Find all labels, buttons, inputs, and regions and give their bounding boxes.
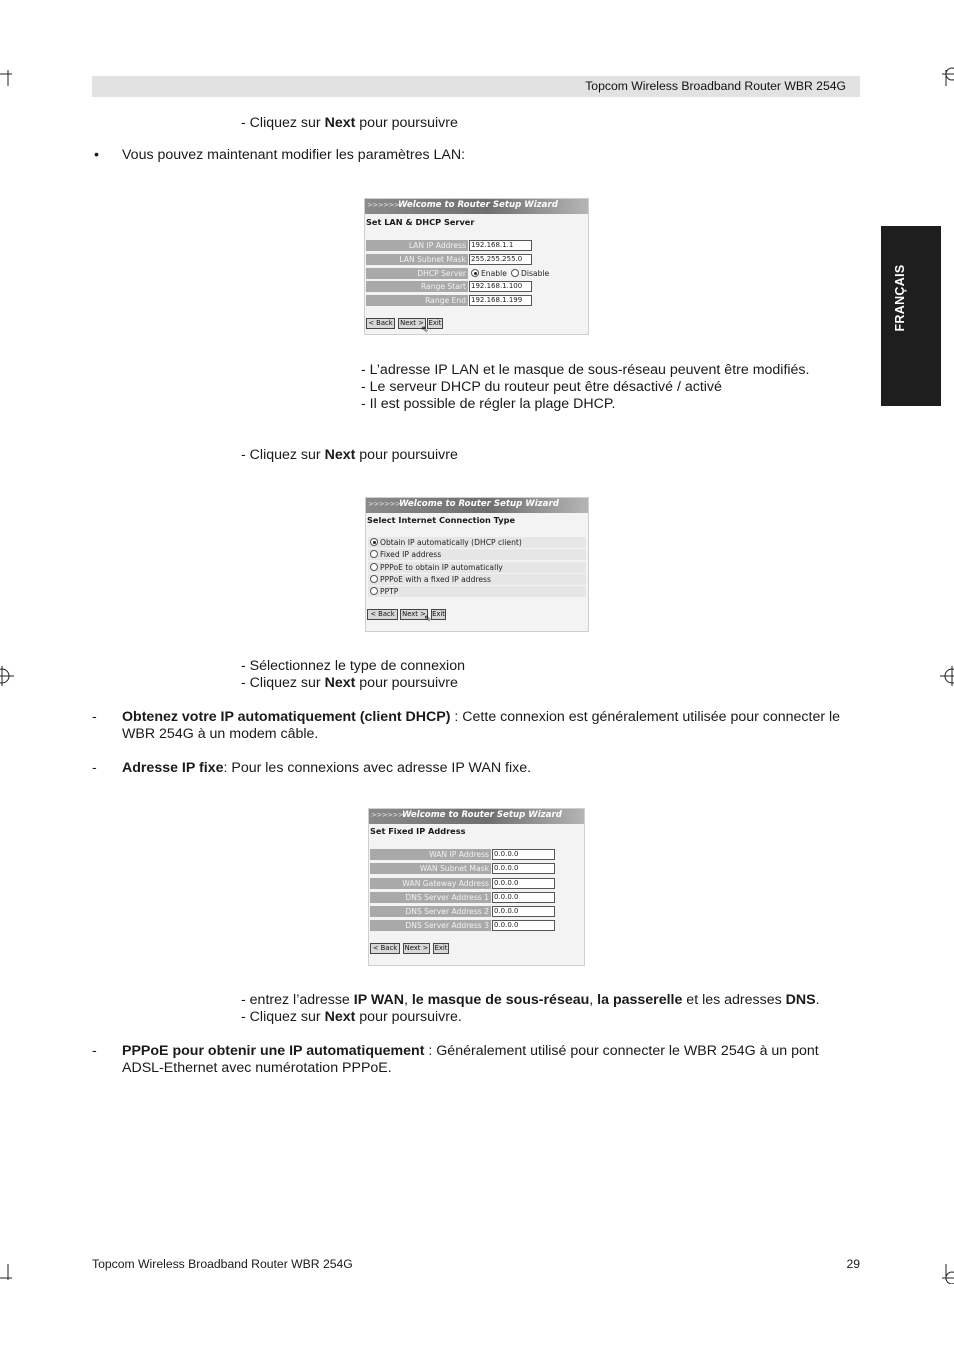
back-button[interactable]: < Back bbox=[367, 609, 398, 620]
radio-selected-icon bbox=[471, 269, 479, 277]
field-range-start: Range Start 192.168.1.100 bbox=[366, 281, 584, 292]
field-wan-subnet: WAN Subnet Mask 0.0.0.0 bbox=[370, 863, 582, 874]
language-tab-label: FRANÇAIS bbox=[893, 264, 907, 332]
wan-gateway-input[interactable]: 0.0.0.0 bbox=[492, 878, 555, 889]
field-lan-ip: LAN IP Address 192.168.1.1 bbox=[366, 240, 584, 251]
exit-button[interactable]: Exit bbox=[428, 319, 442, 327]
header-title: Topcom Wireless Broadband Router WBR 254G bbox=[585, 79, 846, 93]
radio-icon bbox=[370, 550, 378, 558]
dhcp-enable-radio[interactable]: Enable bbox=[471, 268, 507, 279]
wizard-banner-title: Welcome to Router Setup Wizard bbox=[399, 499, 559, 509]
radio-icon bbox=[370, 563, 378, 571]
registration-mark-right bbox=[934, 666, 954, 686]
range-end-input[interactable]: 192.168.1.199 bbox=[469, 295, 532, 306]
footer-title: Topcom Wireless Broadband Router WBR 254G bbox=[92, 1257, 353, 1271]
list-marker: - bbox=[92, 760, 97, 776]
option-pppoe-auto[interactable]: PPPoE to obtain IP automatically bbox=[368, 562, 586, 573]
field-dns-2: DNS Server Address 2 0.0.0.0 bbox=[370, 906, 582, 917]
mouse-cursor-icon: ⇖ bbox=[424, 614, 432, 624]
field-wan-gateway: WAN Gateway Address 0.0.0.0 bbox=[370, 878, 582, 889]
field-dns-1: DNS Server Address 1 0.0.0.0 bbox=[370, 892, 582, 903]
field-range-end: Range End 192.168.1.199 bbox=[366, 295, 584, 306]
dns-3-input[interactable]: 0.0.0.0 bbox=[492, 920, 555, 931]
exit-button[interactable]: Exit bbox=[434, 944, 448, 952]
dns-2-input[interactable]: 0.0.0.0 bbox=[492, 906, 555, 917]
instruction-click-next-3: - Cliquez sur Next pour poursuivre bbox=[241, 675, 458, 691]
instruction-click-next-1: - Cliquez sur Next pour poursuivre bbox=[241, 115, 458, 131]
item-fixed-ip: Adresse IP fixe: Pour les connexions avec adresse IP WAN fixe. bbox=[122, 760, 532, 776]
field-lan-subnet: LAN Subnet Mask 255.255.255.0 bbox=[366, 254, 584, 265]
option-pppoe-fixed[interactable]: PPPoE with a fixed IP address bbox=[368, 574, 586, 585]
page-number: 29 bbox=[846, 1257, 860, 1271]
field-wan-ip: WAN IP Address 0.0.0.0 bbox=[370, 849, 582, 860]
note-select-connection: - Sélectionnez le type de connexion bbox=[241, 658, 465, 674]
radio-icon bbox=[511, 269, 519, 277]
radio-icon bbox=[370, 587, 378, 595]
instruction-click-next-4: - Cliquez sur Next pour poursuivre. bbox=[241, 1009, 462, 1025]
wizard-heading: Select Internet Connection Type bbox=[367, 515, 516, 525]
radio-icon bbox=[370, 575, 378, 583]
language-tab bbox=[881, 226, 941, 406]
crop-mark-top-left bbox=[0, 66, 20, 86]
next-button[interactable]: Next > bbox=[404, 944, 429, 952]
dhcp-disable-radio[interactable]: Disable bbox=[511, 268, 549, 279]
note-enter-addresses: - entrez l’adresse IP WAN, le masque de sous-réseau, la passerelle et les adresses DNS. bbox=[241, 992, 820, 1008]
field-dhcp-server: DHCP Server Enable Disable bbox=[366, 268, 584, 279]
crop-mark-bottom-right bbox=[934, 1264, 954, 1284]
note-dhcp-server: - Le serveur DHCP du routeur peut être désactivé / activé bbox=[361, 379, 722, 395]
option-dhcp-client[interactable]: Obtain IP automatically (DHCP client) bbox=[368, 537, 586, 548]
wan-subnet-input[interactable]: 0.0.0.0 bbox=[492, 863, 555, 874]
item-dhcp-client: Obtenez votre IP automatiquement (client DHCP) : Cette connexion est généralement utilisée pour connecter le WBR 254G à un modem câble. bbox=[122, 709, 841, 742]
wan-ip-input[interactable]: 0.0.0.0 bbox=[492, 849, 555, 860]
wizard-lan-dhcp-screenshot bbox=[364, 198, 589, 335]
range-start-input[interactable]: 192.168.1.100 bbox=[469, 281, 532, 292]
wizard-banner: >>>>>> Welcome to Router Setup Wizard bbox=[366, 498, 588, 513]
crop-mark-top-right bbox=[934, 66, 954, 86]
radio-selected-icon bbox=[370, 538, 378, 546]
dns-1-input[interactable]: 0.0.0.0 bbox=[492, 892, 555, 903]
back-button[interactable]: < Back bbox=[366, 318, 395, 329]
wizard-banner-title: Welcome to Router Setup Wizard bbox=[402, 810, 562, 820]
exit-button[interactable]: Exit bbox=[432, 610, 445, 618]
bullet-lan-settings: Vous pouvez maintenant modifier les paramètres LAN: bbox=[122, 147, 466, 163]
note-dhcp-range: - Il est possible de régler la plage DHCP. bbox=[361, 396, 616, 412]
field-dns-3: DNS Server Address 3 0.0.0.0 bbox=[370, 920, 582, 931]
next-button[interactable]: Next > bbox=[398, 318, 426, 329]
next-button[interactable]: Next > bbox=[400, 609, 428, 620]
wizard-banner-title: Welcome to Router Setup Wizard bbox=[398, 200, 558, 210]
list-marker: - bbox=[92, 709, 97, 725]
lan-ip-input[interactable]: 192.168.1.1 bbox=[469, 240, 532, 251]
back-button[interactable]: < Back bbox=[370, 943, 400, 954]
option-fixed-ip[interactable]: Fixed IP address bbox=[368, 549, 586, 560]
list-marker: - bbox=[92, 1043, 97, 1059]
lan-subnet-input[interactable]: 255.255.255.0 bbox=[469, 254, 532, 265]
instruction-click-next-2: - Cliquez sur Next pour poursuivre bbox=[241, 447, 458, 463]
wizard-banner: >>>>>> Welcome to Router Setup Wizard bbox=[369, 809, 584, 824]
page-header bbox=[92, 76, 860, 97]
bullet-marker: • bbox=[94, 147, 99, 163]
wizard-heading: Set LAN & DHCP Server bbox=[366, 217, 475, 227]
wizard-connection-type-screenshot bbox=[365, 497, 589, 632]
wizard-banner: >>>>>> Welcome to Router Setup Wizard bbox=[365, 199, 588, 214]
crop-mark-bottom-left bbox=[0, 1264, 20, 1284]
note-lan-ip: - L’adresse IP LAN et le masque de sous-réseau peuvent être modifiés. bbox=[361, 362, 810, 378]
item-pppoe-auto: PPPoE pour obtenir une IP automatiquement : Généralement utilisé pour connecter le WBR 254G à un pont ADSL-Ethernet avec numérotation PPPoE. bbox=[122, 1043, 819, 1076]
wizard-heading: Set Fixed IP Address bbox=[370, 826, 466, 836]
registration-mark-left bbox=[0, 666, 20, 686]
option-pptp[interactable]: PPTP bbox=[368, 586, 586, 597]
mouse-cursor-icon: ⇖ bbox=[421, 325, 429, 335]
wizard-fixed-ip-screenshot bbox=[368, 808, 585, 966]
